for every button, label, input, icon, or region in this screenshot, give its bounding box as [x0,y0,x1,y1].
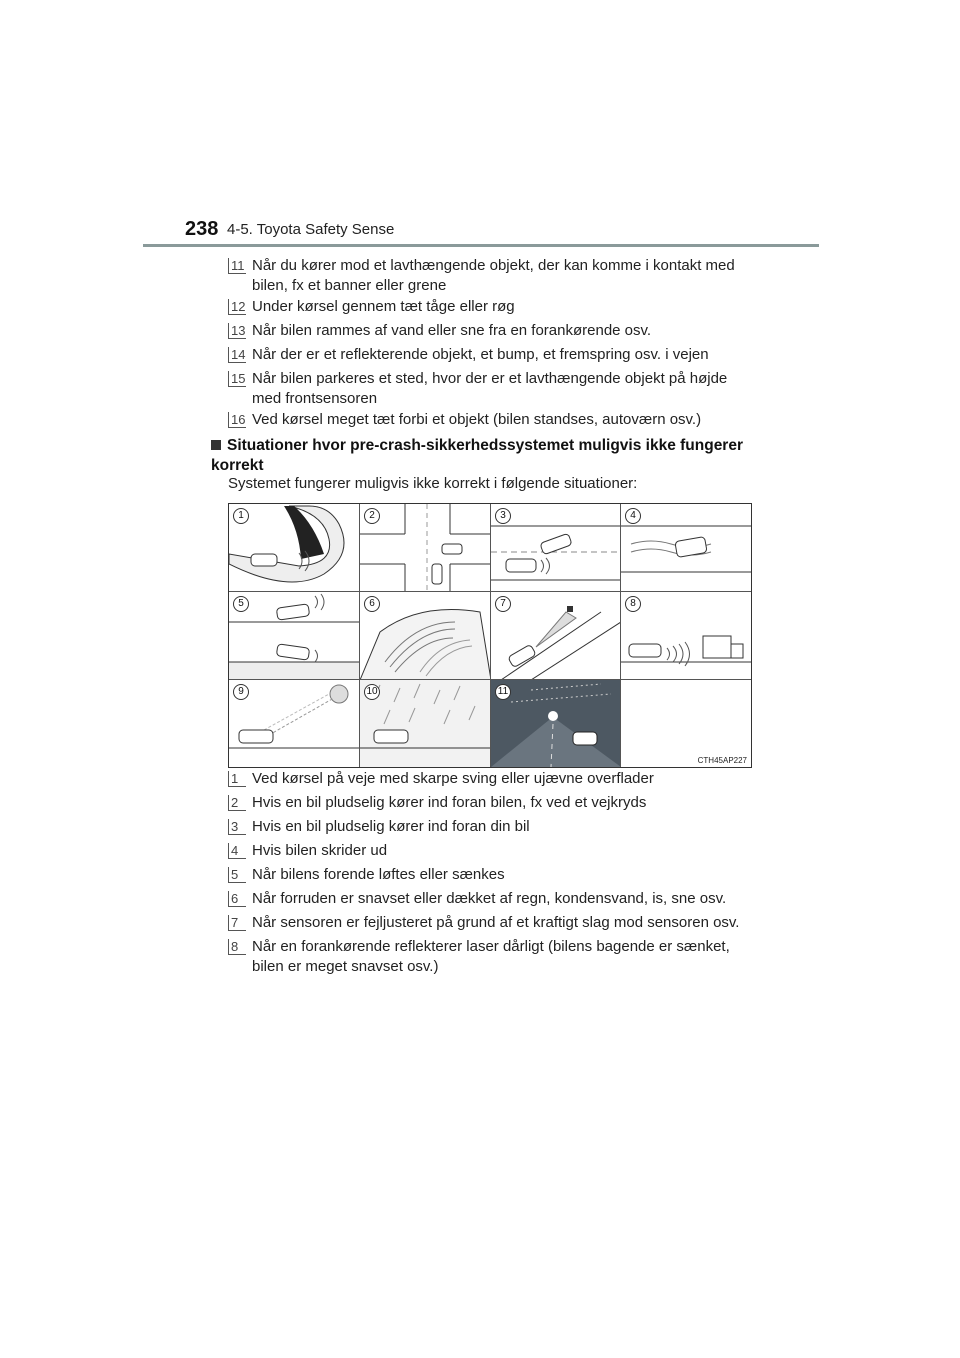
item-text: Hvis en bil pludselig kører ind foran bilen, fx ved et vejkryds [252,794,647,811]
item-number: 4 [228,843,246,859]
page-header [0,0,960,250]
figure-cell [621,680,751,767]
list-item [228,321,748,341]
list-item [228,913,748,933]
item-text: Når bilens forende løftes eller sænkes [252,866,505,883]
figure-cell [360,680,491,767]
list-item [228,369,748,409]
cell-number: 3 [495,508,511,524]
item-text: Når du kører mod et lavthængende objekt, der kan komme i kontakt med bilen, fx et banner eller grene [252,257,735,294]
list-item [228,410,748,430]
item-number: 5 [228,867,246,883]
list-item [228,865,748,885]
figure-cell [360,592,491,680]
figure-code: CTH45AP227 [697,756,747,765]
cell-number: 9 [233,684,249,700]
item-number: 6 [228,891,246,907]
item-number: 1 [228,771,246,787]
list-item [228,841,748,861]
figure-cell [229,504,360,592]
section-title: 4-5. Toyota Safety Sense [227,221,395,238]
list-item [228,297,748,317]
square-bullet-icon [211,440,221,450]
page-number: 238 [185,218,219,240]
header-divider [143,244,819,247]
figure-cell [491,592,621,680]
item-number: 14 [228,347,246,363]
list-item [228,889,748,909]
figure-cell [491,504,621,592]
item-number: 13 [228,323,246,339]
cell-number: 10 [364,684,380,700]
list-item [228,769,748,789]
item-text: Hvis en bil pludselig kører ind foran din bil [252,818,530,835]
item-number: 2 [228,795,246,811]
figure-cell [229,680,360,767]
item-text: Når der er et reflekterende objekt, et bump, et fremspring osv. i vejen [252,346,709,363]
item-text: Når en forankørende reflekterer laser dårligt (bilens bagende er sænket, bilen er meget snavset osv.) [252,938,730,975]
item-text: Når forruden er snavset eller dækket af regn, kondensvand, is, sne osv. [252,890,727,907]
item-text: Når bilen rammes af vand eller sne fra en forankørende osv. [252,322,652,339]
list-item [228,793,748,813]
item-text: Hvis bilen skrider ud [252,842,388,859]
intro-text: Systemet fungerer muligvis ikke korrekt i følgende situationer: [228,475,638,492]
item-number: 8 [228,939,246,955]
item-text: Ved kørsel på veje med skarpe sving eller ujævne overflader [252,770,654,787]
item-number: 12 [228,299,246,315]
list-item [228,345,748,365]
item-number: 3 [228,819,246,835]
cell-number: 6 [364,596,380,612]
item-number: 7 [228,915,246,931]
item-text: Under kørsel gennem tæt tåge eller røg [252,298,515,315]
cell-number: 8 [625,596,641,612]
figure-cell [621,504,751,592]
list-item [228,817,748,837]
heading-text: Situationer hvor pre-crash-sikkerhedssystemet muligvis ikke fungerer korrekt [211,437,743,474]
figure-cell [229,592,360,680]
cell-number: 11 [495,684,511,700]
list-item [228,937,748,977]
item-number: 16 [228,412,246,428]
cell-number: 5 [233,596,249,612]
item-text: Når bilen parkeres et sted, hvor der er et lavthængende objekt på højde med frontsensoren [252,370,728,407]
cell-number: 7 [495,596,511,612]
subsection-heading [211,436,751,476]
cell-number: 2 [364,508,380,524]
cell-number: 1 [233,508,249,524]
item-number: 11 [228,258,246,274]
figure-cell [360,504,491,592]
figure-cell [621,592,751,680]
item-number: 15 [228,371,246,387]
item-text: Når sensoren er fejljusteret på grund af et kraftigt slag mod sensoren osv. [252,914,740,931]
illustration-figure [228,503,752,768]
figure-cell [491,680,621,767]
cell-number: 4 [625,508,641,524]
list-item [228,256,748,296]
item-text: Ved kørsel meget tæt forbi et objekt (bilen standses, autoværn osv.) [252,411,702,428]
